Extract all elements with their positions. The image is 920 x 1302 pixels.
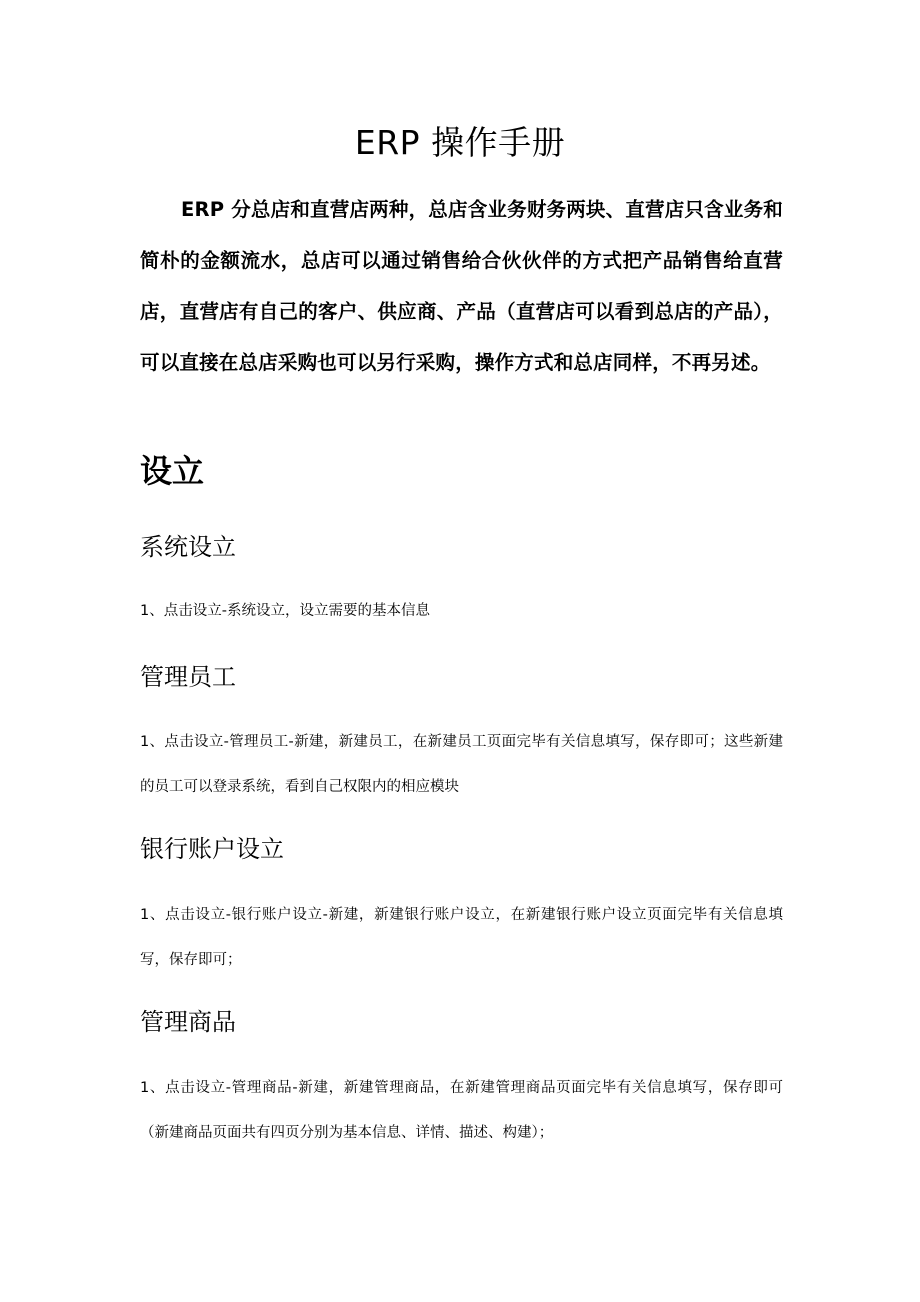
subsection-text-manage-staff: 1、点击设立-管理员工-新建，新建员工，在新建员工页面完毕有关信息填写，保存即可；这些新建的员工可以登录系统，看到自己权限内的相应模块 [140,734,783,795]
intro-paragraph: ERP 分总店和直营店两种，总店含业务财务两块、直营店只含业务和简朴的金额流水，总店可以通过销售给合伙伙伴的方式把产品销售给直营店，直营店有自己的客户、供应商、产品（直营店可以看到总店的产品），可以直接在总店采购也可以另行采购，操作方式和总店同样，不再另述。 [140,198,783,374]
document-title: ERP 操作手册 [354,123,566,162]
subsection-heading-bank-account: 银行账户设立 [140,835,284,863]
subsection-text-system-setup: 1、点击设立-系统设立，设立需要的基本信息 [140,603,430,619]
subsection-text-manage-products: 1、点击设立-管理商品-新建，新建管理商品，在新建管理商品页面完毕有关信息填写，保存即可（新建商品页面共有四页分别为基本信息、详情、描述、构建）； [140,1080,783,1141]
subsection-heading-system-setup: 系统设立 [140,533,236,561]
section-heading-setup: 设立 [140,452,205,490]
subsection-text-bank-account: 1、点击设立-银行账户设立-新建，新建银行账户设立，在新建银行账户设立页面完毕有关信息填写，保存即可； [140,907,783,968]
subsection-heading-manage-staff: 管理员工 [140,663,236,691]
subsection-heading-manage-products: 管理商品 [140,1008,236,1036]
